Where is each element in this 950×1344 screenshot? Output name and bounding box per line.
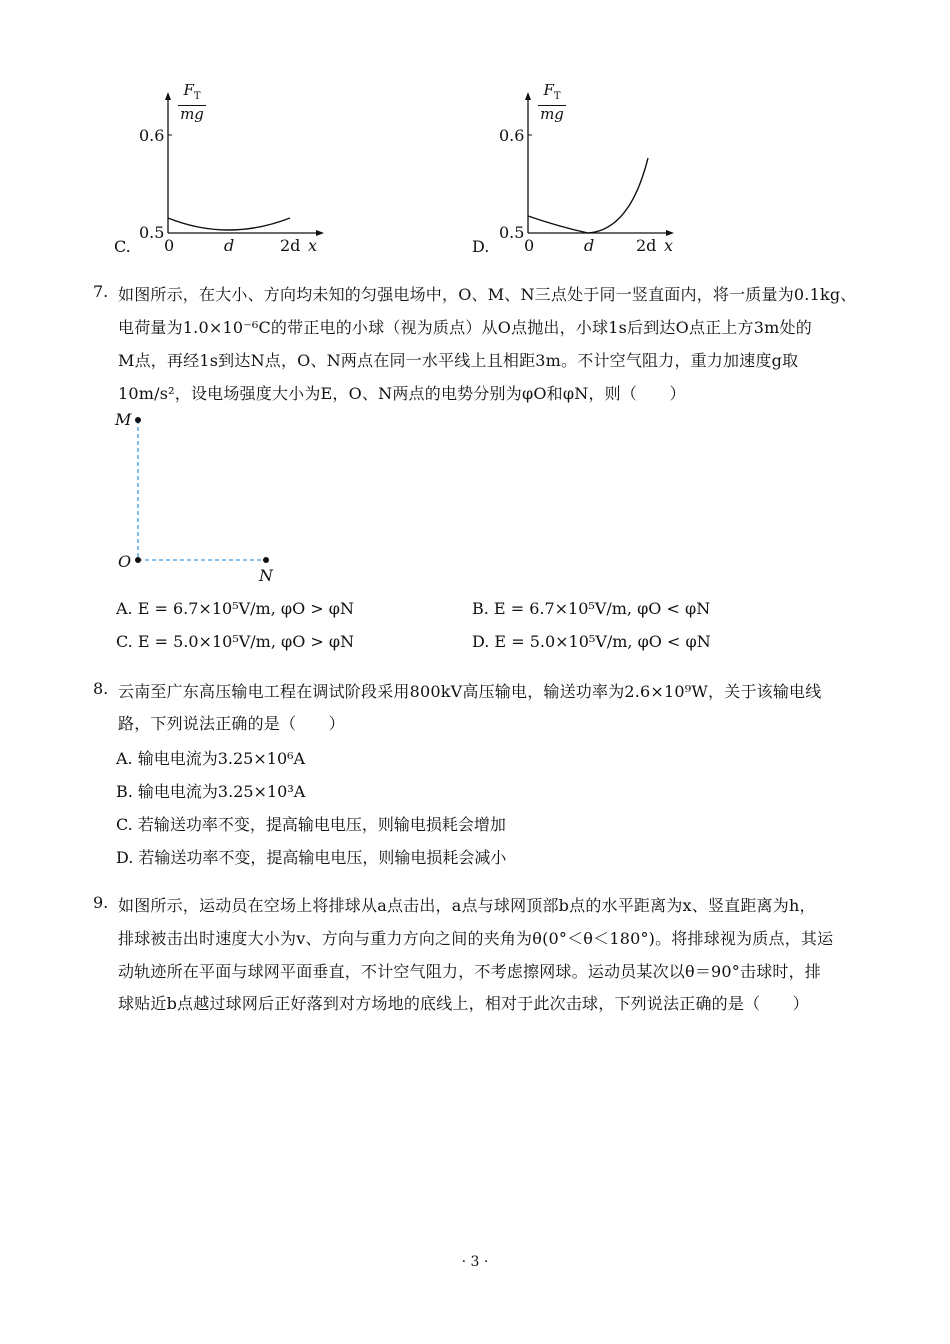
y-axis-label bbox=[178, 82, 206, 123]
question-line: 排球被击出时速度大小为v、方向与重力方向之间的夹角为θ(0°＜θ＜180°)。将排球视为质点，其运 bbox=[118, 929, 834, 948]
question-line: 10m/s²，设电场强度大小为E，O、N两点的电势分别为φO和φN，则（ ） bbox=[118, 384, 686, 403]
xtick-d: d bbox=[224, 236, 235, 255]
option-b: B. 输电电流为3.25×10³A bbox=[116, 782, 306, 801]
y-axis-arrow bbox=[165, 92, 171, 100]
xtick-d: d bbox=[584, 236, 595, 255]
label-o: O bbox=[118, 552, 132, 571]
x-axis-label: x bbox=[664, 236, 674, 255]
ytick-top: 0.6 bbox=[139, 126, 165, 145]
label-n: N bbox=[259, 566, 273, 585]
point-o bbox=[135, 557, 141, 563]
graph-c bbox=[108, 80, 338, 260]
curve-d bbox=[528, 158, 648, 233]
question-number: 8. bbox=[93, 679, 109, 698]
option-label: C. bbox=[114, 237, 131, 256]
question-line: 电荷量为1.0×10⁻⁶C的带正电的小球（视为质点）从O点抛出，小球1s后到达O点正上方3m处的 bbox=[118, 318, 812, 337]
xtick-0: 0 bbox=[164, 236, 175, 255]
point-m bbox=[135, 417, 141, 423]
question-line: 球贴近b点越过球网后正好落到对方场地的底线上，相对于此次击球，下列说法正确的是（ ） bbox=[118, 994, 809, 1013]
option-c: C. 若输送功率不变，提高输电电压，则输电损耗会增加 bbox=[116, 815, 506, 834]
xtick-0: 0 bbox=[524, 236, 535, 255]
question-line: 如图所示，在大小、方向均未知的匀强电场中，O、M、N三点处于同一竖直面内，将一质量为0.1kg、 bbox=[118, 285, 857, 304]
y-axis-arrow bbox=[525, 92, 531, 100]
question-line: 路，下列说法正确的是（ ） bbox=[118, 714, 345, 733]
ytick-bottom: 0.5 bbox=[139, 223, 165, 242]
question-line: M点，再经1s到达N点，O、N两点在同一水平线上且相距3m。不计空气阻力，重力加速度g取 bbox=[118, 351, 799, 370]
y-den: mg bbox=[540, 105, 564, 123]
q7-diagram-svg bbox=[108, 408, 288, 588]
question-number: 7. bbox=[93, 282, 109, 301]
y-num: F bbox=[183, 81, 194, 99]
q7-diagram bbox=[108, 408, 288, 588]
option-d: D. E = 5.0×10⁵V/m, φO < φN bbox=[472, 632, 711, 651]
question-line: 动轨迹所在平面与球网平面垂直，不计空气阻力，不考虑擦网球。运动员某次以θ＝90°击球时，排 bbox=[118, 962, 821, 981]
graph-d bbox=[470, 80, 700, 260]
curve-c bbox=[168, 218, 290, 230]
xtick-2d: 2d bbox=[636, 236, 657, 255]
option-a: A. 输电电流为3.25×10⁶A bbox=[116, 749, 306, 768]
ytick-bottom: 0.5 bbox=[499, 223, 525, 242]
y-sub: T bbox=[553, 91, 561, 102]
question-line: 如图所示，运动员在空场上将排球从a点击出，a点与球网顶部b点的水平距离为x、竖直距离为h， bbox=[118, 896, 816, 915]
y-num: F bbox=[543, 81, 554, 99]
option-d: D. 若输送功率不变，提高输电电压，则输电损耗会减小 bbox=[116, 848, 507, 867]
y-den: mg bbox=[180, 105, 204, 123]
question-number: 9. bbox=[93, 893, 109, 912]
ytick-top: 0.6 bbox=[499, 126, 525, 145]
label-m: M bbox=[115, 410, 132, 429]
point-n bbox=[263, 557, 269, 563]
option-label: D. bbox=[472, 237, 490, 256]
y-axis-label bbox=[538, 82, 566, 123]
xtick-2d: 2d bbox=[280, 236, 301, 255]
y-sub: T bbox=[193, 91, 201, 102]
option-b: B. E = 6.7×10⁵V/m, φO < φN bbox=[472, 599, 711, 618]
option-c: C. E = 5.0×10⁵V/m, φO > φN bbox=[116, 632, 355, 651]
x-axis-label: x bbox=[308, 236, 318, 255]
option-a: A. E = 6.7×10⁵V/m, φO > φN bbox=[116, 599, 354, 618]
page-number: · 3 · bbox=[461, 1254, 489, 1270]
x-axis-arrow bbox=[316, 230, 324, 236]
question-line: 云南至广东高压输电工程在调试阶段采用800kV高压输电，输送功率为2.6×10⁹W，关于该输电线 bbox=[118, 682, 822, 701]
